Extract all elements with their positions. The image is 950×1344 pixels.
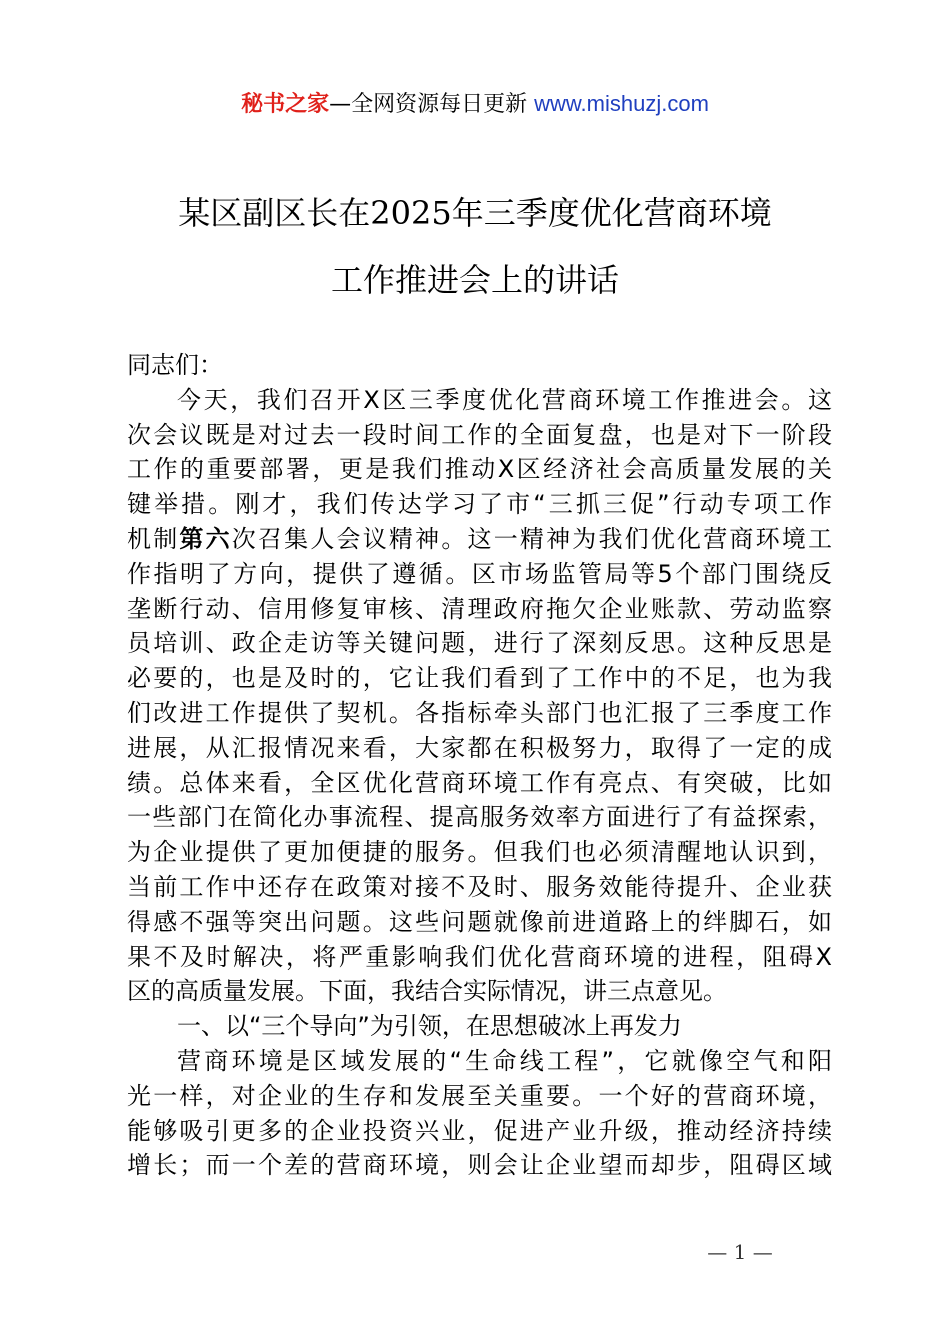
body-line (127, 522, 832, 557)
body-line: 增长；而一个差的营商环境，则会让企业望而却步，阻碍区域 (127, 1151, 832, 1180)
brand-name: 秘书之家 (241, 92, 330, 117)
body-line: 今天，我们召开X区三季度优化营商环境工作推进会。这 (177, 385, 832, 414)
site-url-link[interactable]: www.mishuzj.com (534, 91, 709, 116)
header-tagline: —全网资源每日更新 (329, 92, 528, 117)
body-line: 必要的，也是及时的，它让我们看到了工作中的不足，也为我 (127, 664, 832, 693)
body-line: 垄断行动、信用修复审核、清理政府拖欠企业账款、劳动监察 (127, 594, 832, 623)
body-line: 进展，从汇报情况来看，大家都在积极努力，取得了一定的成 (127, 733, 832, 762)
body-line: 们改进工作提供了契机。各指标牵头部门也汇报了三季度工作 (127, 698, 832, 727)
body-text: 机制 (127, 524, 180, 553)
body-line: 作指明了方向，提供了遵循。区市场监管局等5个部门围绕反 (127, 559, 832, 588)
document-title-line-2: 工作推进会上的讲话 (330, 261, 619, 299)
bold-text: 第六 (179, 524, 232, 553)
body-line: 次会议既是对过去一段时间工作的全面复盘，也是对下一阶段 (127, 420, 832, 449)
salutation: 同志们： (127, 351, 223, 379)
section-heading: 一、以“三个导向”为引领，在思想破冰上再发力 (177, 1012, 682, 1041)
body-line: 为企业提供了更加便捷的服务。但我们也必须清醒地认识到， (127, 838, 832, 867)
document-body (127, 348, 832, 1183)
site-header (0, 88, 950, 121)
body-line: 营商环境是区域发展的“生命线工程”，它就像空气和阳 (177, 1046, 832, 1075)
body-line: 工作的重要部署，更是我们推动X区经济社会高质量发展的关 (127, 455, 832, 484)
body-line: 光一样，对企业的生存和发展至关重要。一个好的营商环境， (127, 1081, 832, 1110)
body-line: 得感不强等突出问题。这些问题就像前进道路上的绊脚石，如 (127, 907, 832, 936)
body-line: 绩。总体来看，全区优化营商环境工作有亮点、有突破，比如 (127, 768, 832, 797)
body-line: 当前工作中还存在政策对接不及时、服务效能待提升、企业获 (127, 872, 832, 901)
body-line: 区的高质量发展。下面，我结合实际情况，讲三点意见。 (127, 977, 727, 1006)
body-line: 一些部门在简化办事流程、提高服务效率方面进行了有益探索， (127, 803, 832, 832)
body-line: 键举措。刚才，我们传达学习了市“三抓三促”行动专项工作 (127, 490, 832, 519)
body-line: 果不及时解决，将严重影响我们优化营商环境的进程，阻碍X (127, 942, 832, 971)
body-line: 员培训、政企走访等关键问题，进行了深刻反思。这种反思是 (127, 629, 832, 658)
body-line: 能够吸引更多的企业投资兴业，促进产业升级，推动经济持续 (127, 1116, 832, 1145)
document-title-line-1: 某区副区长在2025年三季度优化营商环境 (178, 194, 772, 232)
page-number: — 1 — (707, 1240, 773, 1264)
body-text: 次召集人会议精神。这一精神为我们优化营商环境工 (231, 524, 833, 553)
